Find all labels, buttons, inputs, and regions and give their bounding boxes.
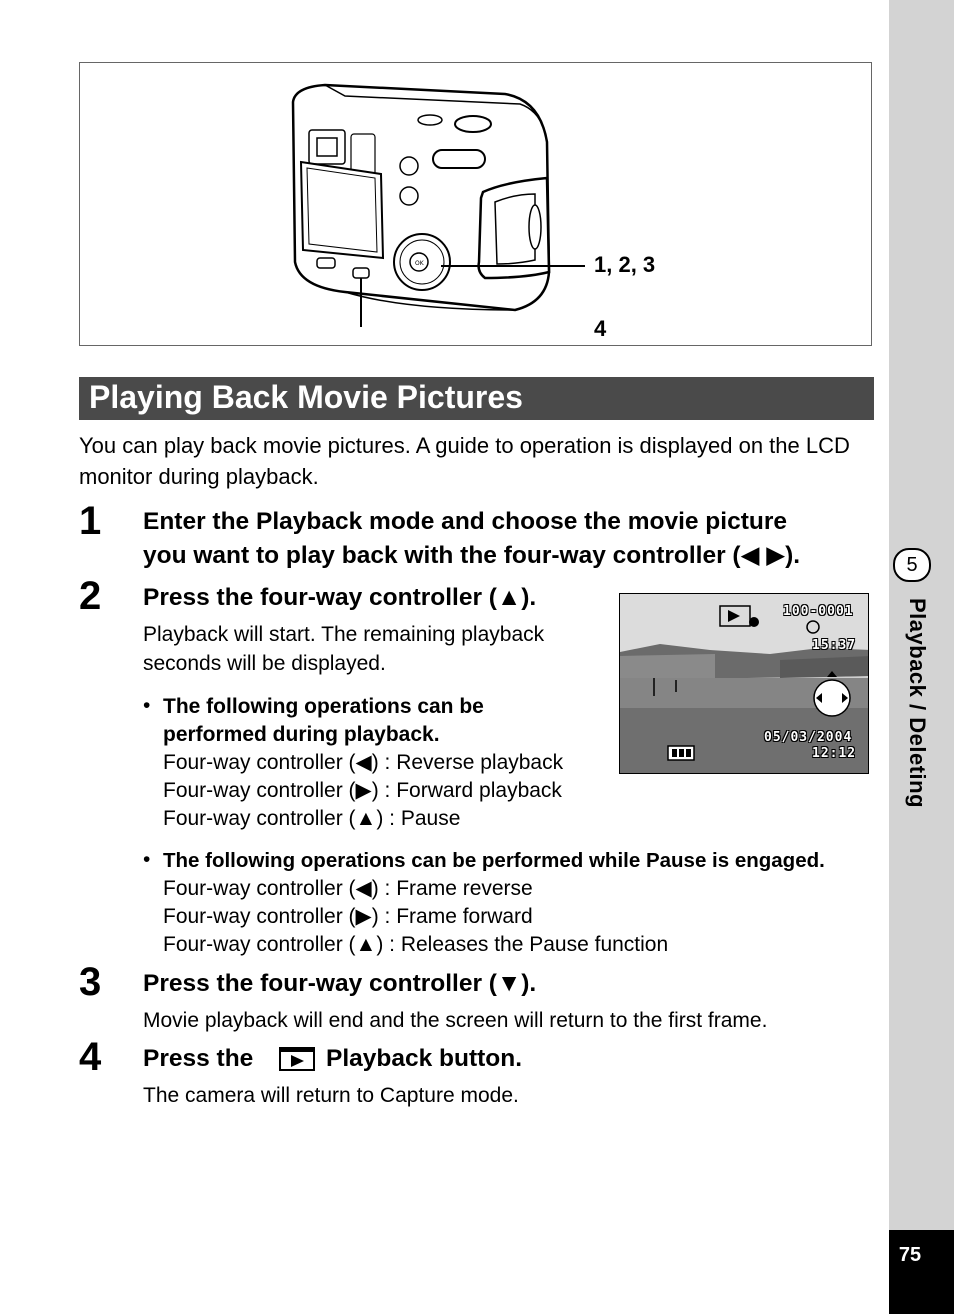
step-4-heading-post: Playback button. [326, 1045, 523, 1072]
section-intro: You can play back movie pictures. A guide to operation is displayed on the LCD monitor during playback. [79, 433, 850, 489]
step-4-desc: The camera will return to Capture mode. [143, 1084, 519, 1107]
step-3-desc: Movie playback will end and the screen will return to the first frame. [143, 1009, 768, 1032]
chapter-title: Playback / Deleting [905, 598, 930, 809]
page-number: 75 [898, 1244, 922, 1266]
lcd-remaining-time: 15:37 [812, 638, 857, 653]
step-2-number: 2 [79, 574, 102, 618]
bullet-1-op: Four-way controller (◀) : Reverse playback [163, 751, 564, 774]
step-1-number: 1 [79, 499, 102, 543]
camera-illustration [285, 82, 585, 327]
page-number-box [889, 1230, 954, 1314]
bullet-2-op: Four-way controller (▲) : Releases the Pause function [163, 933, 669, 956]
bullet-marker: • [143, 694, 151, 717]
bullet-1-op: Four-way controller (▶) : Forward playback [163, 779, 562, 802]
bullet-1-op: Four-way controller (▲) : Pause [163, 807, 461, 830]
section-title: Playing Back Movie Pictures [79, 377, 874, 420]
step-4-number: 4 [79, 1035, 102, 1079]
step-3-number: 3 [79, 960, 102, 1004]
bullet-1-title-line1: The following operations can be [163, 695, 484, 718]
step-4-heading-pre: Press the [143, 1045, 254, 1072]
lcd-playback-screen [619, 593, 869, 774]
bullet-1-title-line2: performed during playback. [163, 723, 440, 746]
lcd-date: 05/03/2004 [764, 730, 853, 745]
step-2-desc-line1: Playback will start. The remaining playback [143, 623, 545, 646]
lcd-file-number: 100-0001 [783, 604, 854, 619]
svg-text:OK: OK [415, 260, 424, 267]
step-1-heading-line1: Enter the Playback mode and choose the movie picture [143, 508, 787, 535]
playback-icon [279, 1047, 315, 1071]
step-3-heading: Press the four-way controller (▼). [143, 970, 537, 997]
bullet-2-op: Four-way controller (▶) : Frame forward [163, 905, 533, 928]
bullet-marker: • [143, 848, 151, 871]
bullet-2-title: The following operations can be performed while Pause is engaged. [163, 849, 825, 872]
callout-four-way-controller: 1, 2, 3 [594, 252, 656, 277]
step-1-heading-line2: you want to play back with the four-way controller (◀ ▶). [143, 542, 801, 569]
step-2-desc-line2: seconds will be displayed. [143, 652, 386, 675]
lcd-time: 12:12 [812, 746, 857, 761]
callout-playback-button: 4 [594, 316, 607, 341]
step-2-heading: Press the four-way controller (▲). [143, 584, 537, 611]
bullet-2-op: Four-way controller (◀) : Frame reverse [163, 877, 533, 900]
chapter-number: 5 [893, 548, 931, 582]
